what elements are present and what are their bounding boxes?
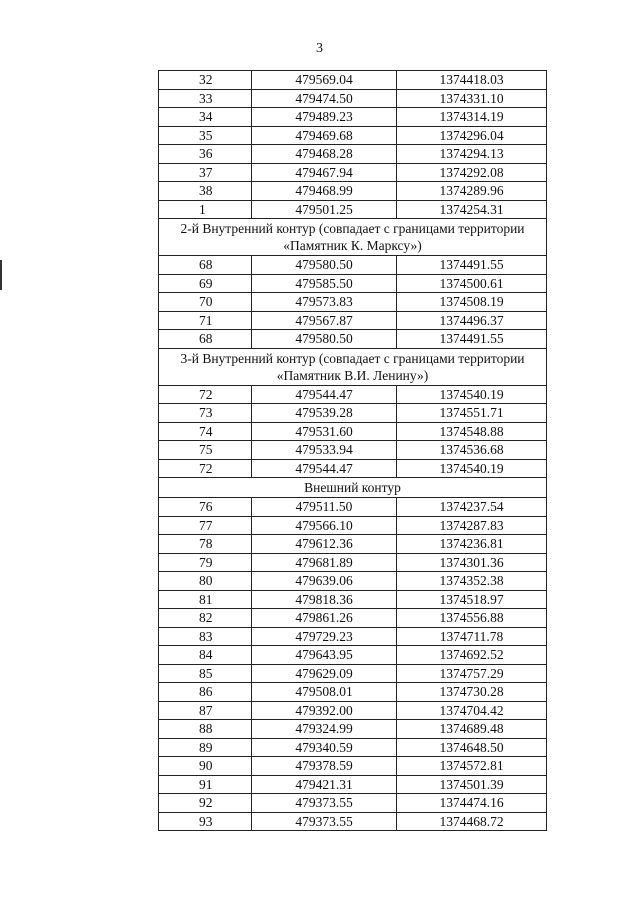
- x-coordinate-cell: 479580.50: [252, 256, 397, 275]
- y-coordinate-cell: 1374289.96: [397, 182, 547, 201]
- y-coordinate-cell: 1374296.04: [397, 126, 547, 145]
- x-coordinate-cell: 479508.01: [252, 683, 397, 702]
- table-row: [159, 459, 547, 478]
- x-coordinate-cell: 479629.09: [252, 664, 397, 683]
- y-coordinate-cell: 1374648.50: [397, 738, 547, 757]
- section-heading: 3-й Внутренний контур (совпадает с границами территории «Памятник В.И. Ленину»): [159, 348, 547, 385]
- y-coordinate-cell: 1374418.03: [397, 71, 547, 90]
- table-row: [159, 498, 547, 517]
- table-row: [159, 385, 547, 404]
- point-number-cell: 70: [159, 293, 252, 312]
- table-row: [159, 311, 547, 330]
- coordinates-table-body: [159, 71, 547, 831]
- y-coordinate-cell: 1374491.55: [397, 256, 547, 275]
- y-coordinate-cell: 1374692.52: [397, 646, 547, 665]
- table-row: [159, 71, 547, 90]
- y-coordinate-cell: 1374254.31: [397, 200, 547, 219]
- point-number-cell: 77: [159, 516, 252, 535]
- point-number-cell: 34: [159, 108, 252, 127]
- x-coordinate-cell: 479639.06: [252, 572, 397, 591]
- point-number-cell: 33: [159, 89, 252, 108]
- y-coordinate-cell: 1374496.37: [397, 311, 547, 330]
- y-coordinate-cell: 1374501.39: [397, 775, 547, 794]
- point-number-cell: 36: [159, 145, 252, 164]
- y-coordinate-cell: 1374551.71: [397, 404, 547, 423]
- x-coordinate-cell: 479511.50: [252, 498, 397, 517]
- point-number-cell: 72: [159, 459, 252, 478]
- table-row: [159, 108, 547, 127]
- x-coordinate-cell: 479573.83: [252, 293, 397, 312]
- y-coordinate-cell: 1374301.36: [397, 553, 547, 572]
- point-number-cell: 92: [159, 794, 252, 813]
- section-heading-row: [159, 219, 547, 256]
- table-row: [159, 757, 547, 776]
- point-number-cell: 82: [159, 609, 252, 628]
- table-row: [159, 126, 547, 145]
- x-coordinate-cell: 479489.23: [252, 108, 397, 127]
- point-number-cell: 35: [159, 126, 252, 145]
- x-coordinate-cell: 479324.99: [252, 720, 397, 739]
- y-coordinate-cell: 1374468.72: [397, 812, 547, 831]
- table-row: [159, 330, 547, 349]
- x-coordinate-cell: 479539.28: [252, 404, 397, 423]
- point-number-cell: 83: [159, 627, 252, 646]
- point-number-cell: 91: [159, 775, 252, 794]
- section-heading-row: [159, 348, 547, 385]
- x-coordinate-cell: 479544.47: [252, 459, 397, 478]
- point-number-cell: 80: [159, 572, 252, 591]
- table-row: [159, 609, 547, 628]
- section-heading: Внешний контур: [159, 478, 547, 498]
- x-coordinate-cell: 479340.59: [252, 738, 397, 757]
- y-coordinate-cell: 1374757.29: [397, 664, 547, 683]
- point-number-cell: 93: [159, 812, 252, 831]
- x-coordinate-cell: 479468.28: [252, 145, 397, 164]
- point-number-cell: 69: [159, 274, 252, 293]
- y-coordinate-cell: 1374518.97: [397, 590, 547, 609]
- table-row: [159, 553, 547, 572]
- x-coordinate-cell: 479643.95: [252, 646, 397, 665]
- y-coordinate-cell: 1374314.19: [397, 108, 547, 127]
- x-coordinate-cell: 479533.94: [252, 441, 397, 460]
- y-coordinate-cell: 1374540.19: [397, 459, 547, 478]
- y-coordinate-cell: 1374331.10: [397, 89, 547, 108]
- x-coordinate-cell: 479531.60: [252, 422, 397, 441]
- coordinates-table: [158, 70, 547, 831]
- y-coordinate-cell: 1374352.38: [397, 572, 547, 591]
- table-row: [159, 720, 547, 739]
- point-number-cell: 73: [159, 404, 252, 423]
- point-number-cell: 72: [159, 385, 252, 404]
- point-number-cell: 88: [159, 720, 252, 739]
- table-row: [159, 516, 547, 535]
- point-number-cell: 78: [159, 535, 252, 554]
- x-coordinate-cell: 479566.10: [252, 516, 397, 535]
- point-number-cell: 37: [159, 163, 252, 182]
- point-number-cell: 79: [159, 553, 252, 572]
- table-row: [159, 535, 547, 554]
- x-coordinate-cell: 479373.55: [252, 812, 397, 831]
- x-coordinate-cell: 479580.50: [252, 330, 397, 349]
- point-number-cell: 68: [159, 256, 252, 275]
- y-coordinate-cell: 1374711.78: [397, 627, 547, 646]
- table-row: [159, 163, 547, 182]
- table-row: [159, 89, 547, 108]
- x-coordinate-cell: 479569.04: [252, 71, 397, 90]
- y-coordinate-cell: 1374287.83: [397, 516, 547, 535]
- y-coordinate-cell: 1374548.88: [397, 422, 547, 441]
- y-coordinate-cell: 1374474.16: [397, 794, 547, 813]
- point-number-cell: 90: [159, 757, 252, 776]
- table-row: [159, 738, 547, 757]
- table-row: [159, 794, 547, 813]
- table-row: [159, 441, 547, 460]
- table-row: [159, 775, 547, 794]
- table-row: [159, 812, 547, 831]
- x-coordinate-cell: 479861.26: [252, 609, 397, 628]
- y-coordinate-cell: 1374689.48: [397, 720, 547, 739]
- point-number-cell: 84: [159, 646, 252, 665]
- x-coordinate-cell: 479474.50: [252, 89, 397, 108]
- point-number-cell: 1: [159, 200, 252, 219]
- table-row: [159, 404, 547, 423]
- table-row: [159, 572, 547, 591]
- point-number-cell: 75: [159, 441, 252, 460]
- table-row: [159, 422, 547, 441]
- point-number-cell: 71: [159, 311, 252, 330]
- y-coordinate-cell: 1374237.54: [397, 498, 547, 517]
- x-coordinate-cell: 479467.94: [252, 163, 397, 182]
- x-coordinate-cell: 479501.25: [252, 200, 397, 219]
- y-coordinate-cell: 1374236.81: [397, 535, 547, 554]
- section-heading: 2-й Внутренний контур (совпадает с границами территории «Памятник К. Марксу»): [159, 219, 547, 256]
- page-number: 3: [316, 41, 323, 56]
- table-row: [159, 627, 547, 646]
- x-coordinate-cell: 479378.59: [252, 757, 397, 776]
- point-number-cell: 89: [159, 738, 252, 757]
- y-coordinate-cell: 1374556.88: [397, 609, 547, 628]
- table-row: [159, 664, 547, 683]
- x-coordinate-cell: 479421.31: [252, 775, 397, 794]
- table-row: [159, 200, 547, 219]
- x-coordinate-cell: 479544.47: [252, 385, 397, 404]
- y-coordinate-cell: 1374292.08: [397, 163, 547, 182]
- y-coordinate-cell: 1374491.55: [397, 330, 547, 349]
- point-number-cell: 86: [159, 683, 252, 702]
- table-row: [159, 256, 547, 275]
- table-row: [159, 274, 547, 293]
- point-number-cell: 68: [159, 330, 252, 349]
- table-row: [159, 683, 547, 702]
- x-coordinate-cell: 479468.99: [252, 182, 397, 201]
- x-coordinate-cell: 479818.36: [252, 590, 397, 609]
- table-row: [159, 182, 547, 201]
- x-coordinate-cell: 479567.87: [252, 311, 397, 330]
- table-row: [159, 646, 547, 665]
- y-coordinate-cell: 1374572.81: [397, 757, 547, 776]
- y-coordinate-cell: 1374536.68: [397, 441, 547, 460]
- y-coordinate-cell: 1374704.42: [397, 701, 547, 720]
- point-number-cell: 32: [159, 71, 252, 90]
- table-row: [159, 590, 547, 609]
- point-number-cell: 38: [159, 182, 252, 201]
- margin-mark: [0, 260, 2, 290]
- point-number-cell: 76: [159, 498, 252, 517]
- x-coordinate-cell: 479469.68: [252, 126, 397, 145]
- y-coordinate-cell: 1374500.61: [397, 274, 547, 293]
- y-coordinate-cell: 1374540.19: [397, 385, 547, 404]
- x-coordinate-cell: 479681.89: [252, 553, 397, 572]
- x-coordinate-cell: 479373.55: [252, 794, 397, 813]
- y-coordinate-cell: 1374294.13: [397, 145, 547, 164]
- x-coordinate-cell: 479612.36: [252, 535, 397, 554]
- section-heading-row: [159, 478, 547, 498]
- point-number-cell: 87: [159, 701, 252, 720]
- point-number-cell: 81: [159, 590, 252, 609]
- x-coordinate-cell: 479585.50: [252, 274, 397, 293]
- x-coordinate-cell: 479729.23: [252, 627, 397, 646]
- y-coordinate-cell: 1374508.19: [397, 293, 547, 312]
- point-number-cell: 74: [159, 422, 252, 441]
- y-coordinate-cell: 1374730.28: [397, 683, 547, 702]
- table-row: [159, 701, 547, 720]
- x-coordinate-cell: 479392.00: [252, 701, 397, 720]
- table-row: [159, 145, 547, 164]
- point-number-cell: 85: [159, 664, 252, 683]
- table-row: [159, 293, 547, 312]
